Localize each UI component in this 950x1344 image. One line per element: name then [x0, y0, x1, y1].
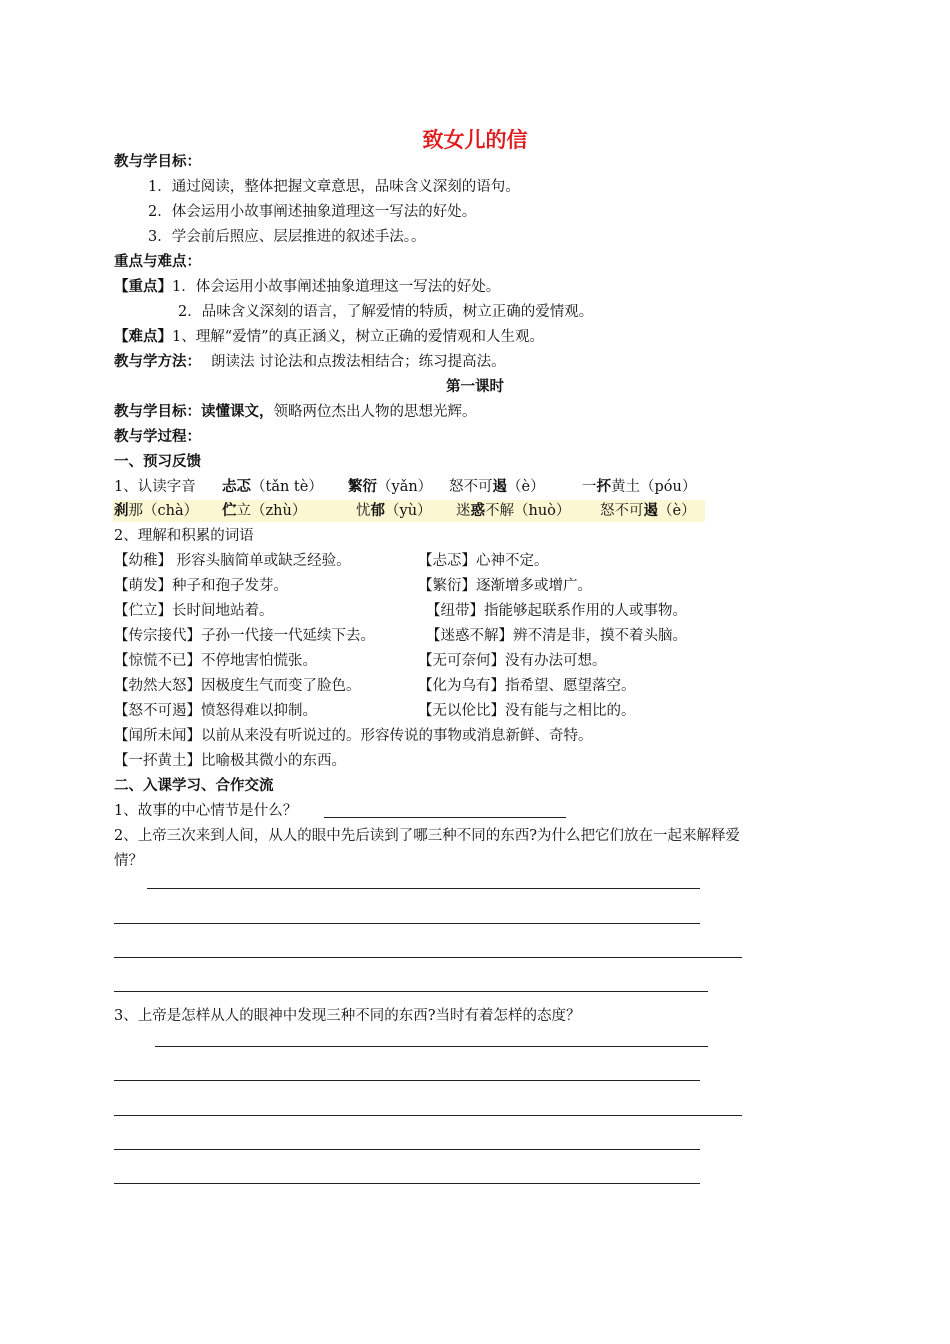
vocab-entry: 【伫立】长时间地站着。: [114, 603, 274, 619]
key-heading: 重点与难点：: [114, 254, 201, 270]
key-text: 1．体会运用小故事阐述抽象道理这一写法的好处。: [172, 279, 501, 295]
answer-line[interactable]: [155, 1046, 708, 1047]
reading-prefix: 怒不可: [600, 503, 644, 519]
goal-item: 1．通过阅读，整体把握文章意思，品味含义深刻的语句。: [148, 179, 520, 195]
reading-word: 刹: [114, 502, 129, 519]
section-2-heading: 二、入课学习、合作交流: [114, 778, 274, 794]
vocab-entry: 【无可奈何】没有办法可想。: [418, 653, 607, 669]
reading-pinyin: （yù）: [385, 503, 432, 519]
question-1: 1、故事的中心情节是什么？: [114, 803, 298, 819]
reading-word: 繁衍: [348, 478, 377, 495]
reading-pinyin: （huò）: [514, 503, 571, 519]
goal-item: 3．学会前后照应、层层推进的叙述手法。。: [148, 229, 426, 245]
vocab-entry: 【一抔黄土】比喻极其微小的东西。: [114, 753, 346, 769]
answer-line[interactable]: [114, 991, 708, 992]
answer-line[interactable]: [114, 1149, 700, 1150]
reading-pinyin: （è）: [658, 503, 696, 519]
reading-suffix: 立: [236, 503, 251, 519]
answer-line[interactable]: [324, 817, 566, 818]
vocab-entry: 【闻所未闻】以前从来没有听说过的。形容传说的事物或消息新鲜、奇特。: [114, 728, 593, 744]
vocab-intro: 2、理解和积累的词语: [114, 528, 254, 544]
answer-line[interactable]: [114, 1183, 700, 1184]
vocab-entry: 【忐忑】心神不定。: [418, 553, 549, 569]
reading-prefix: 怒不可: [449, 479, 493, 495]
question-3: 3、上帝是怎样从人的眼神中发现三种不同的东西?当时有着怎样的态度？: [114, 1008, 581, 1024]
reading-intro: 1、认读字音: [114, 479, 196, 495]
section-1-heading: 一、预习反馈: [114, 454, 201, 470]
key-point-2: 2．品味含义深刻的语言，了解爱情的特质，树立正确的爱情观。: [178, 304, 594, 320]
vocab-entry: 【纽带】指能够起联系作用的人或事物。: [426, 603, 687, 619]
vocab-entry: 【萌发】种子和孢子发芽。: [114, 578, 288, 594]
reading-word: 忐忑: [222, 478, 251, 495]
reading-item: [456, 501, 570, 521]
answer-line[interactable]: [114, 1115, 742, 1116]
reading-pinyin: （tǎn tè）: [251, 479, 323, 495]
reading-word: 抔: [596, 478, 611, 495]
reading-word: 郁: [370, 502, 385, 519]
goal-item: 2．体会运用小故事阐述抽象道理这一写法的好处。: [148, 204, 477, 220]
vocab-entry: 【传宗接代】子孙一代接一代延续下去。: [114, 628, 375, 644]
goal2-heading: 教与学目标：: [114, 404, 201, 420]
reading-word: 伫: [222, 502, 237, 519]
reading-suffix: 那: [128, 503, 143, 519]
method-text: 朗读法 讨论法和点拨法相结合；练习提高法。: [211, 354, 506, 370]
goal2-line: [114, 402, 477, 422]
vocab-entry: 【迷惑不解】辨不清是非，摸不着头脑。: [426, 628, 687, 644]
answer-line[interactable]: [114, 957, 742, 958]
reading-prefix: 迷: [456, 503, 471, 519]
vocab-entry: 【惊慌不已】不停地害怕慌张。: [114, 653, 317, 669]
difficulty-point: [114, 327, 544, 347]
reading-item: [582, 477, 696, 497]
goals-heading: 教与学目标：: [114, 154, 201, 170]
difficulty-tag: 【难点】: [114, 328, 172, 345]
lesson-title: 第一课时: [446, 379, 504, 395]
reading-item: [449, 477, 545, 497]
question-2-cont: 情？: [114, 853, 143, 869]
answer-line[interactable]: [114, 1080, 700, 1081]
vocab-entry: 【勃然大怒】因极度生气而变了脸色。: [114, 678, 361, 694]
reading-suffix: 黄土: [611, 479, 640, 495]
reading-prefix: 一: [582, 479, 597, 495]
reading-pinyin: （chà）: [143, 503, 199, 519]
vocab-entry: 【怒不可遏】愤怒得难以抑制。: [114, 703, 317, 719]
answer-line[interactable]: [147, 888, 700, 889]
process-heading: 教与学过程：: [114, 429, 201, 445]
key-tag: 【重点】: [114, 278, 172, 295]
vocab-entry: 【幼稚】 形容头脑简单或缺乏经验。: [114, 553, 351, 569]
goal2-bold: 读懂课文，: [201, 403, 274, 420]
reading-suffix: 不解: [485, 503, 514, 519]
method-heading: 教与学方法：: [114, 354, 201, 370]
vocab-entry: 【化为乌有】指希望、愿望落空。: [418, 678, 636, 694]
reading-pinyin: （póu）: [640, 479, 697, 495]
question-2: 2、上帝三次来到人间，从人的眼中先后读到了哪三种不同的东西?为什么把它们放在一起来解释爱: [114, 828, 740, 844]
goal2-rest: 领略两位杰出人物的思想光辉。: [273, 404, 477, 420]
reading-word: 惑: [470, 502, 485, 519]
document-title: 致女儿的信: [422, 128, 528, 152]
reading-word: 遏: [643, 502, 658, 519]
key-point-1: [114, 277, 500, 297]
reading-item: [222, 501, 306, 521]
reading-pinyin: （zhù）: [251, 503, 307, 519]
reading-pinyin: （yǎn）: [377, 479, 433, 495]
difficulty-text: 1、理解“爱情”的真正涵义，树立正确的爱情观和人生观。: [172, 329, 545, 345]
vocab-entry: 【繁衍】逐渐增多或增广。: [418, 578, 592, 594]
reading-item: [600, 501, 696, 521]
reading-pinyin: （è）: [507, 479, 545, 495]
vocab-entry: 【无以伦比】没有能与之相比的。: [418, 703, 636, 719]
reading-item: [348, 477, 432, 497]
reading-word: 遏: [492, 478, 507, 495]
answer-line[interactable]: [114, 923, 700, 924]
reading-item: [356, 501, 432, 521]
reading-prefix: 忧: [356, 503, 371, 519]
method-line: [114, 352, 506, 372]
reading-item: [114, 501, 198, 521]
reading-item: [222, 477, 323, 497]
